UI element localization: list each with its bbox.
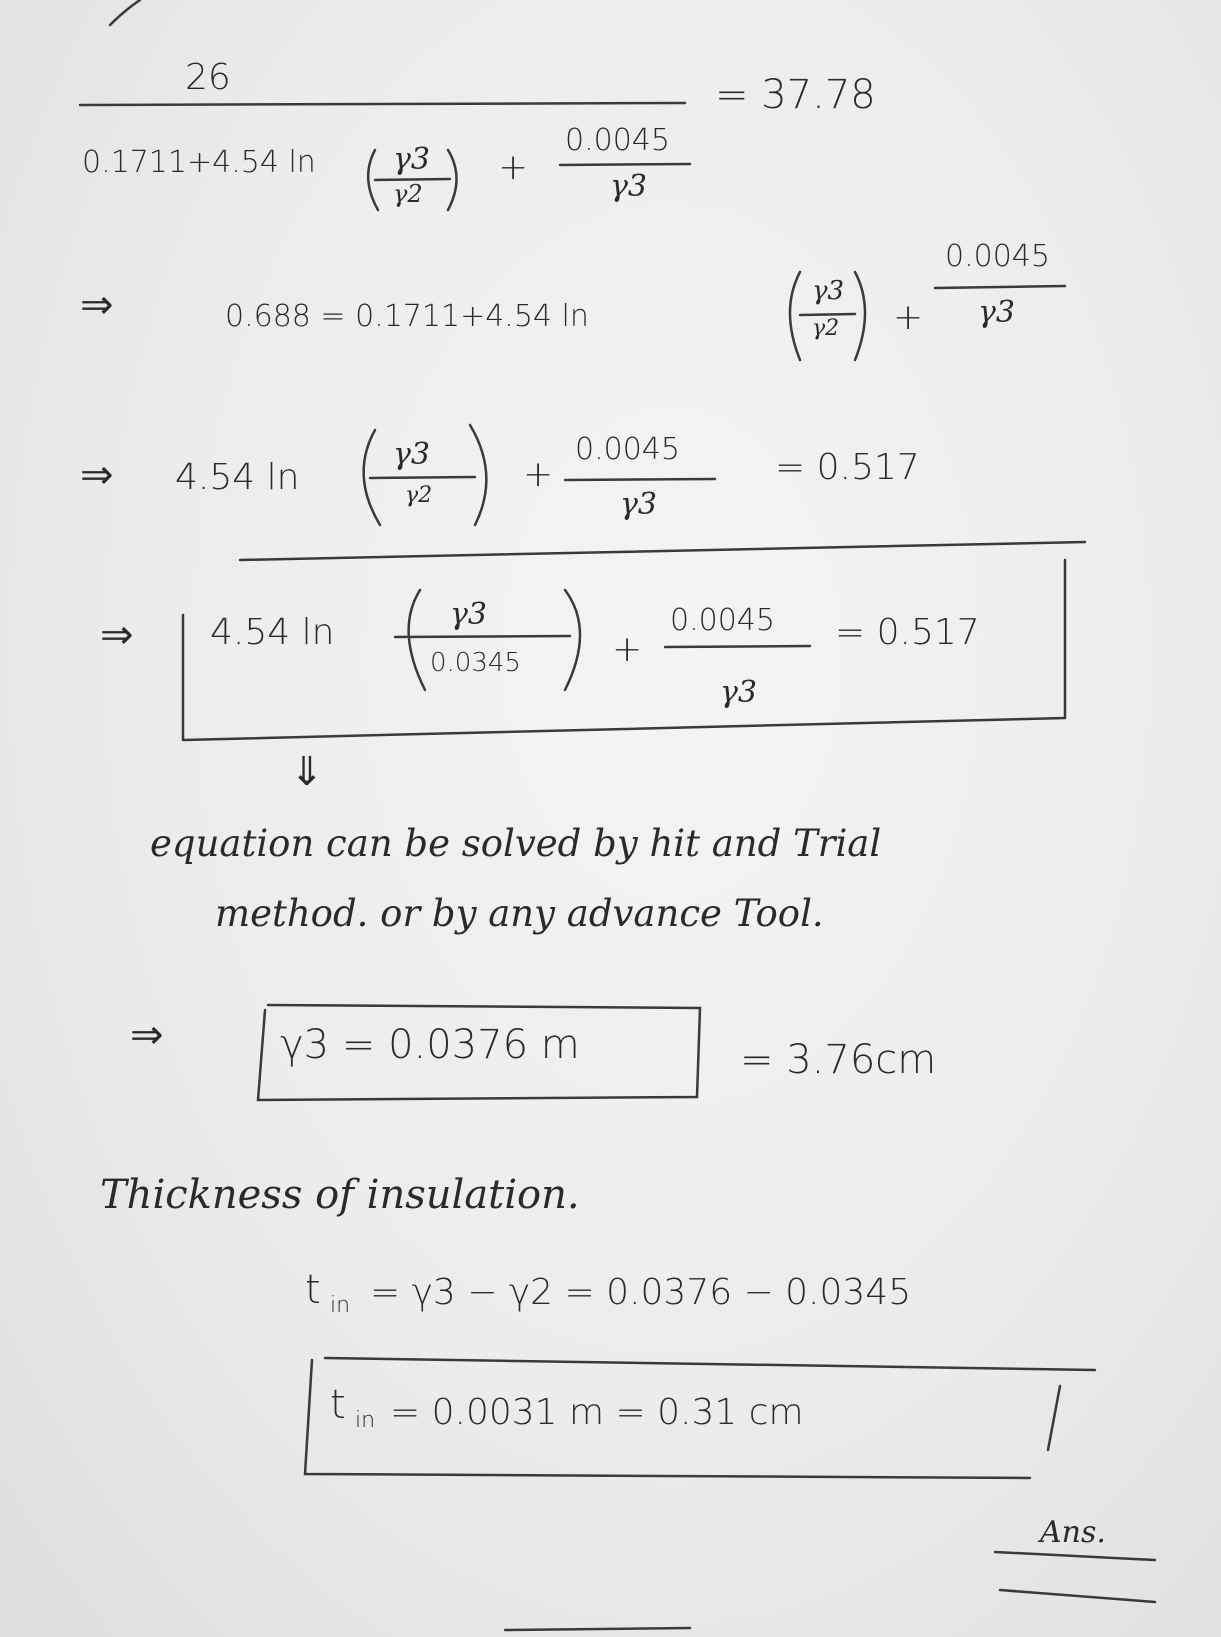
note-line-1: equation can be solved by hit and Trial — [150, 822, 882, 865]
numerator: 26 — [185, 57, 231, 98]
ratio-num-4: γ3 — [450, 597, 488, 632]
frac-num-4: 0.0045 — [670, 603, 775, 638]
fraction-bar-small-2 — [935, 286, 1065, 288]
ans-underline-2 — [1000, 1590, 1155, 1602]
frac-den-2: γ3 — [978, 295, 1016, 330]
frac-den-3: γ3 — [620, 487, 658, 522]
equals-value: = 37.78 — [715, 72, 876, 118]
separator-line — [240, 542, 1085, 560]
frac-num-3: 0.0045 — [575, 432, 680, 467]
arrow-3: ⇒ — [80, 452, 114, 498]
stray-stroke — [110, 0, 140, 25]
plus-1: + — [498, 147, 529, 188]
ratio-num-3: γ3 — [393, 437, 431, 472]
t-symbol-boxed: t — [330, 1382, 346, 1428]
ratio-den-2: γ2 — [812, 316, 840, 341]
down-arrow: ⇓ — [290, 749, 324, 795]
fraction-bar-ratio-2 — [800, 314, 855, 315]
fraction-bar-small-3 — [565, 479, 715, 480]
t-subscript-boxed: in — [355, 1408, 376, 1433]
arrow-result: ⇒ — [130, 1012, 164, 1058]
ratio-den-4: 0.0345 — [430, 648, 521, 678]
underline-gamma — [505, 1628, 690, 1630]
thickness-result: = 0.0031 m = 0.31 cm — [390, 1392, 804, 1433]
fraction-bar-small-4 — [665, 646, 810, 647]
plus-4: + — [612, 629, 643, 670]
frac2-num-1: 0.0045 — [565, 123, 670, 158]
fraction-bar-small-1 — [560, 164, 690, 165]
result-converted: = 3.76cm — [740, 1037, 937, 1083]
frac-num-2: 0.0045 — [945, 239, 1050, 274]
arrow-4: ⇒ — [100, 612, 134, 658]
fraction-bar-ratio-4 — [395, 636, 570, 637]
answer-label: Ans. — [1040, 1515, 1106, 1550]
paren-close-3 — [470, 425, 486, 525]
rhs-4: = 0.517 — [835, 612, 980, 653]
t-symbol: t — [305, 1267, 321, 1313]
paren-close-4 — [565, 590, 580, 690]
lhs-3: 4.54 ln — [175, 457, 300, 498]
denominator-a: 0.1711+4.54 ln — [82, 145, 316, 180]
arrow-2: ⇒ — [80, 282, 114, 328]
ratio-num-2: γ3 — [812, 276, 845, 306]
t-subscript: in — [330, 1293, 351, 1318]
paren-open-4 — [409, 590, 425, 690]
ans-underline-1 — [995, 1552, 1155, 1560]
ratio-num-1: γ3 — [393, 142, 431, 177]
result-boxed: γ3 = 0.0376 m — [280, 1022, 580, 1068]
lhs-4: 4.54 ln — [210, 612, 335, 653]
paren-close-2 — [855, 272, 865, 360]
fraction-bar-ratio-3 — [370, 477, 475, 478]
ratio-den-1: γ2 — [393, 180, 423, 208]
ratio-den-3: γ2 — [405, 483, 433, 508]
note-line-2: method. or by any advance Tool. — [215, 892, 824, 935]
frac-den-4: γ3 — [720, 675, 758, 710]
plus-3: + — [523, 454, 554, 495]
thickness-formula: = γ3 − γ2 = 0.0376 − 0.0345 — [370, 1272, 912, 1313]
rhs-3: = 0.517 — [775, 447, 920, 488]
heading-thickness: Thickness of insulation. — [100, 1172, 580, 1218]
lhs-2: 0.688 = 0.1711+4.54 ln — [225, 299, 589, 334]
frac2-den-1: γ3 — [610, 169, 648, 204]
fraction-bar-main — [80, 103, 685, 105]
plus-2: + — [893, 297, 924, 338]
paren-open-2 — [790, 272, 800, 360]
